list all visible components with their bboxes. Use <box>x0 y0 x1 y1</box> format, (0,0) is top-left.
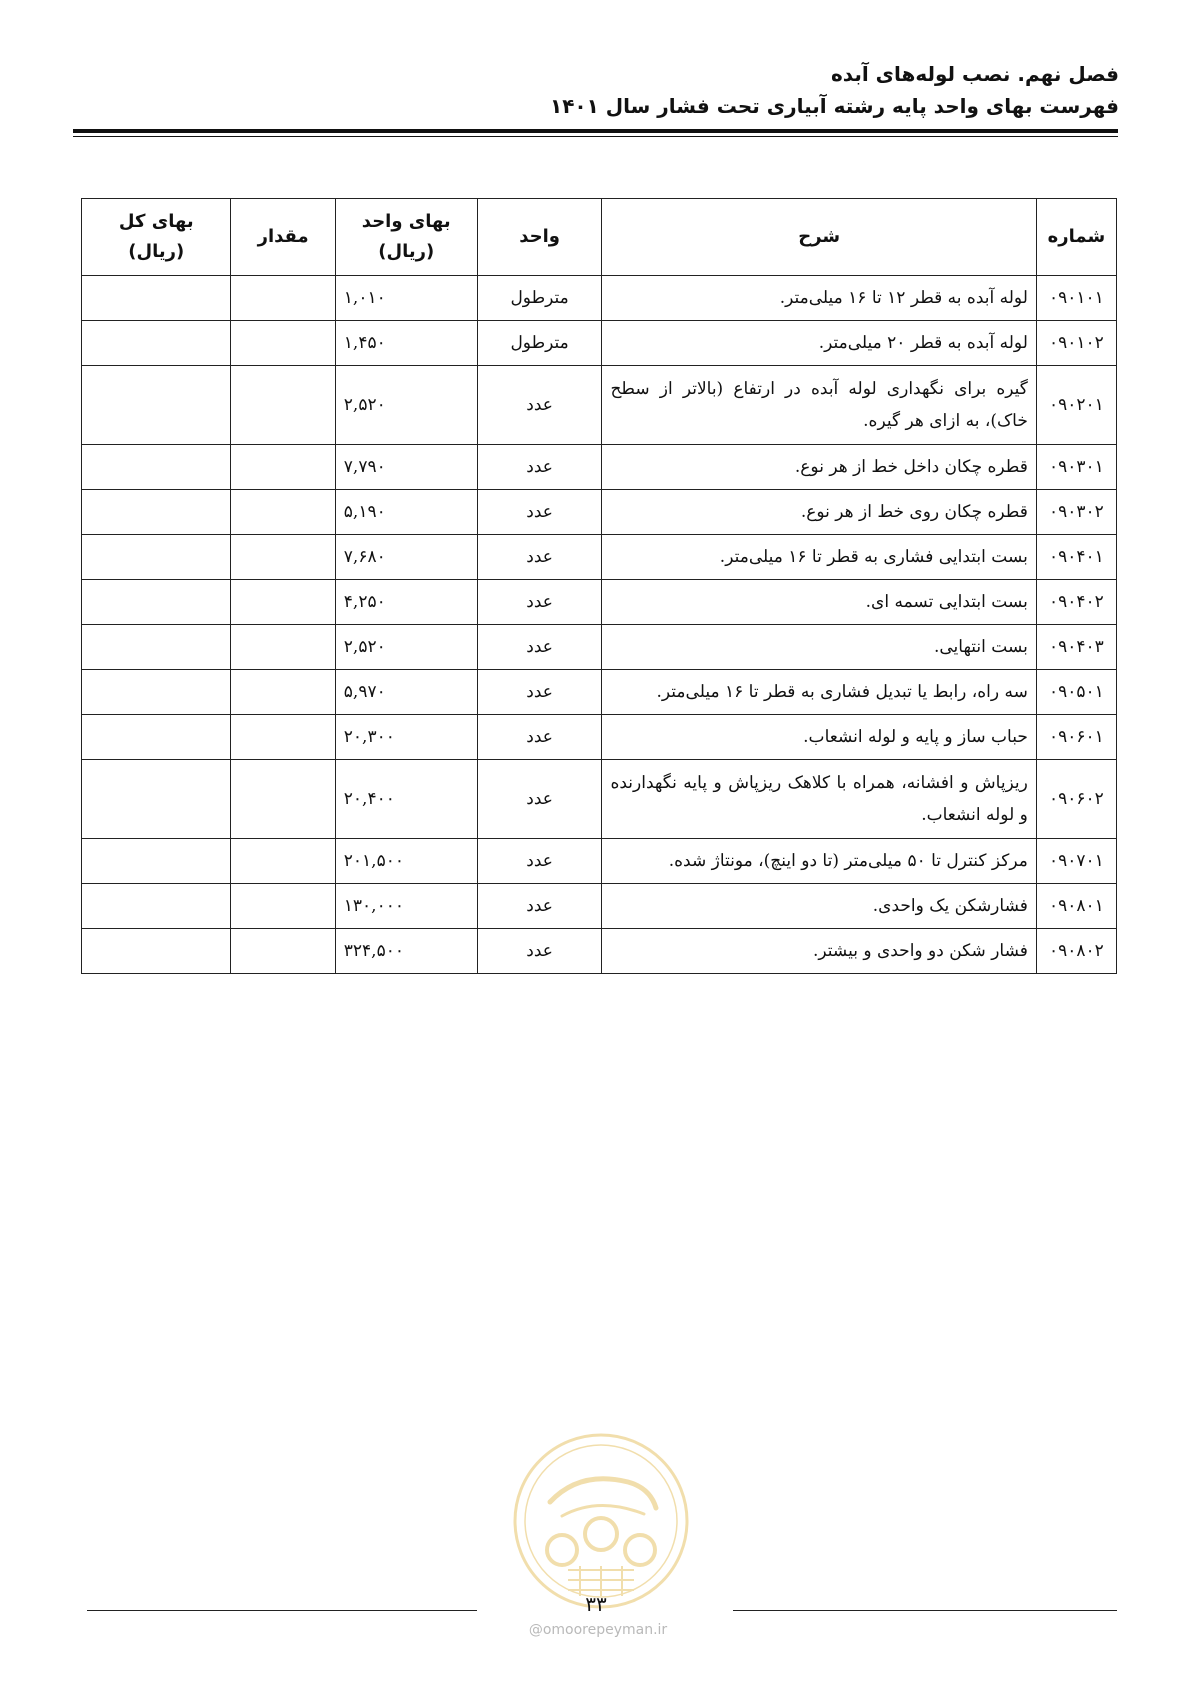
item-unit-price: ۲,۵۲۰ <box>335 366 477 445</box>
item-quantity <box>231 670 335 715</box>
item-description: بست انتهایی. <box>602 625 1036 670</box>
item-total <box>82 445 231 490</box>
item-quantity <box>231 321 335 366</box>
item-quantity <box>231 760 335 839</box>
item-description: گیره برای نگهداری لوله آبده در ارتفاع (بالاتر از سطح خاک)، به ازای هر گیره. <box>602 366 1036 445</box>
col-header-unit-price <box>335 199 477 276</box>
item-quantity <box>231 929 335 974</box>
footer-rule-right <box>733 1610 1117 1611</box>
item-code: ۰۹۰۵۰۱ <box>1036 670 1116 715</box>
item-total <box>82 884 231 929</box>
header-rule-thick <box>73 129 1118 133</box>
item-unit: عدد <box>477 445 602 490</box>
item-code: ۰۹۰۲۰۱ <box>1036 366 1116 445</box>
item-total <box>82 276 231 321</box>
item-total <box>82 366 231 445</box>
col-header-unit: واحد <box>477 199 602 276</box>
item-description: قطره چکان روی خط از هر نوع. <box>602 490 1036 535</box>
item-unit-price: ۴,۲۵۰ <box>335 580 477 625</box>
item-unit-price: ۲۰۱,۵۰۰ <box>335 839 477 884</box>
item-code: ۰۹۰۱۰۱ <box>1036 276 1116 321</box>
table-row <box>82 839 1117 884</box>
item-unit-price: ۱,۰۱۰ <box>335 276 477 321</box>
item-quantity <box>231 625 335 670</box>
item-code: ۰۹۰۷۰۱ <box>1036 839 1116 884</box>
item-unit-price: ۱۳۰,۰۰۰ <box>335 884 477 929</box>
item-description: بست ابتدایی فشاری به قطر تا ۱۶ میلی‌متر. <box>602 535 1036 580</box>
item-unit: عدد <box>477 929 602 974</box>
table-row <box>82 760 1117 839</box>
item-unit-price: ۱,۴۵۰ <box>335 321 477 366</box>
unit-price-currency: (ریال) <box>378 241 435 262</box>
table-row <box>82 445 1117 490</box>
item-total <box>82 839 231 884</box>
item-unit: مترطول <box>477 276 602 321</box>
item-description: سه راه، رابط یا تبدیل فشاری به قطر تا ۱۶ میلی‌متر. <box>602 670 1036 715</box>
page-number: ۳۳ <box>585 1592 607 1616</box>
item-code: ۰۹۰۶۰۱ <box>1036 715 1116 760</box>
item-code: ۰۹۰۳۰۱ <box>1036 445 1116 490</box>
item-code: ۰۹۰۱۰۲ <box>1036 321 1116 366</box>
table-row <box>82 929 1117 974</box>
item-unit: عدد <box>477 580 602 625</box>
item-unit: عدد <box>477 366 602 445</box>
item-unit: عدد <box>477 760 602 839</box>
watermark-logo-icon <box>510 1430 692 1612</box>
item-quantity <box>231 580 335 625</box>
col-header-quantity: مقدار <box>231 199 335 276</box>
item-unit-price: ۷,۷۹۰ <box>335 445 477 490</box>
item-unit-price: ۲۰,۴۰۰ <box>335 760 477 839</box>
item-total <box>82 625 231 670</box>
price-table <box>81 198 1117 974</box>
item-code: ۰۹۰۳۰۲ <box>1036 490 1116 535</box>
item-description: قطره چکان داخل خط از هر نوع. <box>602 445 1036 490</box>
item-code: ۰۹۰۴۰۳ <box>1036 625 1116 670</box>
item-unit-price: ۳۲۴,۵۰۰ <box>335 929 477 974</box>
item-code: ۰۹۰۶۰۲ <box>1036 760 1116 839</box>
chapter-title: فصل نهم. نصب لوله‌های آبده <box>830 62 1119 86</box>
item-unit-price: ۵,۱۹۰ <box>335 490 477 535</box>
table-row <box>82 884 1117 929</box>
unit-price-label: بهای واحد <box>361 211 451 232</box>
item-description: مرکز کنترل تا ۵۰ میلی‌متر (تا دو اینچ)، مونتاژ شده. <box>602 839 1036 884</box>
table-row <box>82 535 1117 580</box>
col-header-description: شرح <box>602 199 1036 276</box>
item-unit: عدد <box>477 839 602 884</box>
item-code: ۰۹۰۴۰۲ <box>1036 580 1116 625</box>
watermark-text: @omoorepeyman.ir <box>528 1622 668 1638</box>
item-quantity <box>231 839 335 884</box>
item-unit: عدد <box>477 884 602 929</box>
item-unit-price: ۵,۹۷۰ <box>335 670 477 715</box>
item-description: ریزپاش و افشانه، همراه با کلاهک ریزپاش و پایه نگهدارنده و لوله انشعاب. <box>602 760 1036 839</box>
item-unit: عدد <box>477 670 602 715</box>
item-description: فشارشکن یک واحدی. <box>602 884 1036 929</box>
table-row <box>82 321 1117 366</box>
item-description: لوله آبده به قطر ۱۲ تا ۱۶ میلی‌متر. <box>602 276 1036 321</box>
item-unit: عدد <box>477 715 602 760</box>
item-description: حباب ساز و پایه و لوله انشعاب. <box>602 715 1036 760</box>
item-quantity <box>231 445 335 490</box>
item-unit: عدد <box>477 535 602 580</box>
table-row <box>82 715 1117 760</box>
col-header-total: بهای کل (ریال) <box>82 199 231 276</box>
item-total <box>82 670 231 715</box>
col-header-code: شماره <box>1036 199 1116 276</box>
document-title: فهرست بهای واحد پایه رشته آبیاری تحت فشار سال ۱۴۰۱ <box>550 94 1119 118</box>
item-quantity <box>231 366 335 445</box>
item-total <box>82 321 231 366</box>
item-quantity <box>231 276 335 321</box>
item-unit-price: ۷,۶۸۰ <box>335 535 477 580</box>
item-unit: عدد <box>477 490 602 535</box>
table-header-row <box>82 199 1117 276</box>
item-code: ۰۹۰۸۰۲ <box>1036 929 1116 974</box>
item-total <box>82 580 231 625</box>
item-total <box>82 535 231 580</box>
item-unit: عدد <box>477 625 602 670</box>
item-unit: مترطول <box>477 321 602 366</box>
item-unit-price: ۲,۵۲۰ <box>335 625 477 670</box>
item-quantity <box>231 535 335 580</box>
item-code: ۰۹۰۸۰۱ <box>1036 884 1116 929</box>
item-total <box>82 490 231 535</box>
item-quantity <box>231 490 335 535</box>
item-description: لوله آبده به قطر ۲۰ میلی‌متر. <box>602 321 1036 366</box>
item-description: فشار شکن دو واحدی و بیشتر. <box>602 929 1036 974</box>
table-row <box>82 276 1117 321</box>
table-row <box>82 490 1117 535</box>
table-row <box>82 670 1117 715</box>
item-total <box>82 929 231 974</box>
page-header <box>72 58 1119 122</box>
item-quantity <box>231 715 335 760</box>
header-rule-thin <box>73 136 1118 137</box>
footer-rule-left <box>87 1610 477 1611</box>
item-total <box>82 760 231 839</box>
table-row <box>82 366 1117 445</box>
item-quantity <box>231 884 335 929</box>
item-description: بست ابتدایی تسمه ای. <box>602 580 1036 625</box>
item-unit-price: ۲۰,۳۰۰ <box>335 715 477 760</box>
item-total <box>82 715 231 760</box>
table-row <box>82 580 1117 625</box>
item-code: ۰۹۰۴۰۱ <box>1036 535 1116 580</box>
table-row <box>82 625 1117 670</box>
